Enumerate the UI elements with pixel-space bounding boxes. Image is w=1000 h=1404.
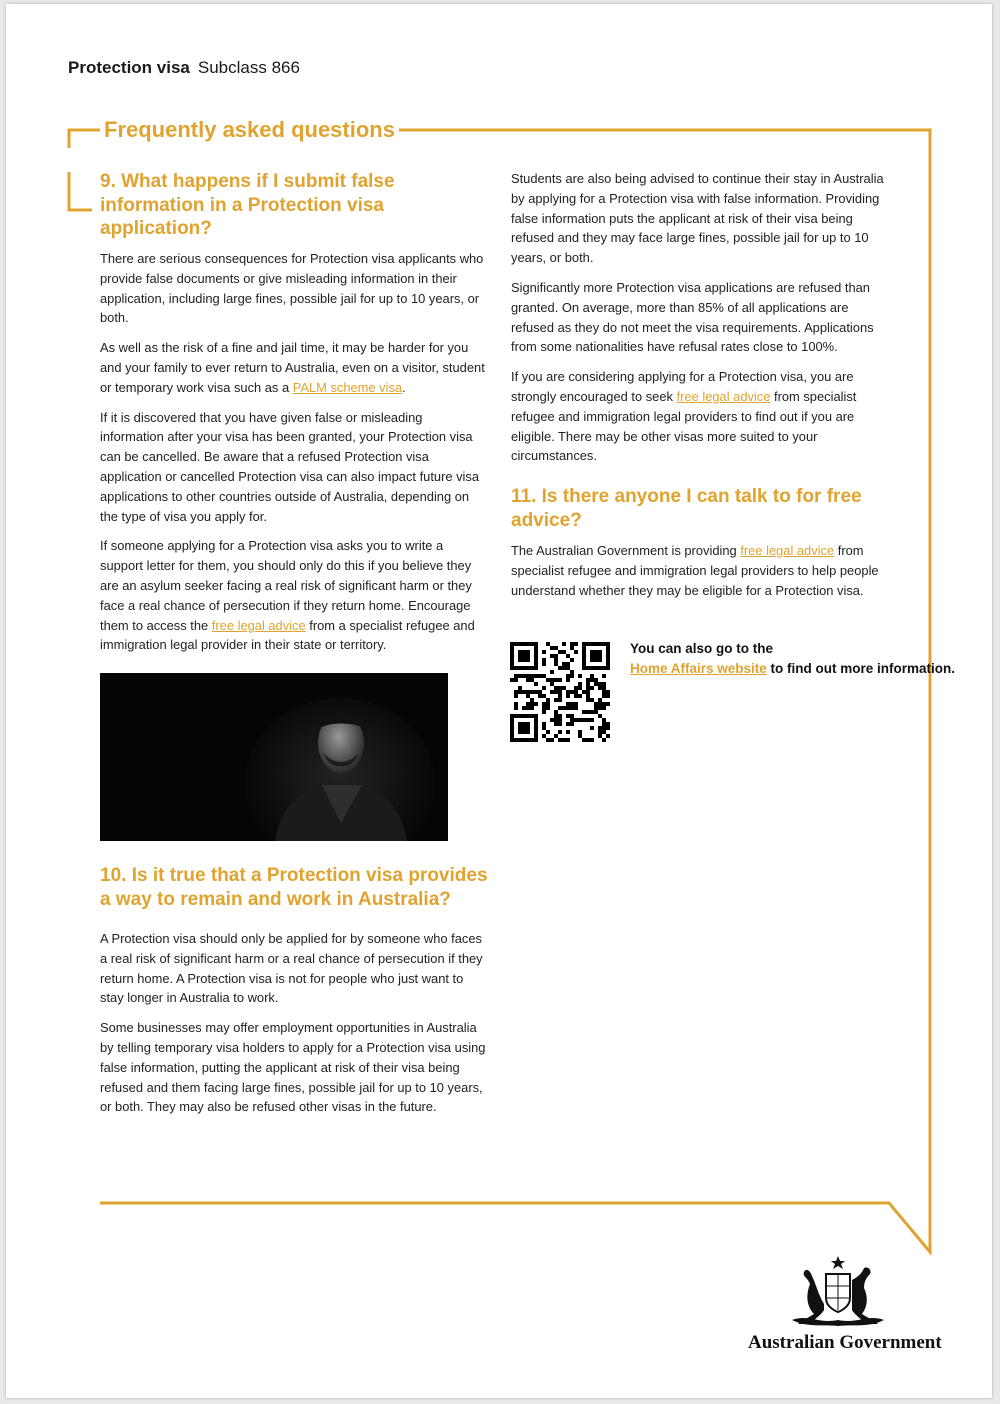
- cta-text-end: to find out more information.: [766, 661, 956, 676]
- right-p3-text: If you are considering applying for a Protection visa, you are strongly encouraged to seek: [511, 369, 854, 404]
- faq-heading: Frequently asked questions: [100, 117, 399, 143]
- right-column-body: [511, 169, 889, 476]
- q9-p4-end: from a specialist refugee and immigration legal provider in their state or territory.: [100, 617, 475, 653]
- cta-text: You can also go to the: [630, 641, 774, 656]
- q11-p1-end: from specialist refugee and immigration legal providers to help people understand whether they may be eligible for a Protection visa.: [511, 543, 879, 598]
- q10-paragraph-2: Some businesses may offer employment opportunities in Australia by telling temporary visa holders to apply for a Protection visa using false information, putting the applicant at risk of their visa being refused and them facing large fines, possible jail for up to 10 years, or both. They may also be refused other visas in the future.: [100, 1020, 486, 1115]
- right-paragraph-3: [511, 367, 889, 466]
- australian-government-wordmark: Australian Government: [748, 1332, 942, 1353]
- q9-paragraph-1: There are serious consequences for Protection visa applicants who provide false documents or give misleading information in their application, including large fines, possible jail for up to 10 years, or both.: [100, 251, 484, 326]
- free-legal-advice-link[interactable]: free legal advice: [740, 543, 835, 558]
- q10-heading: 10. Is it true that a Protection visa provides a way to remain and work in Australia?: [100, 865, 488, 910]
- portrait-photo: [100, 673, 448, 841]
- q11-body: [511, 541, 891, 610]
- home-affairs-callout: [630, 639, 955, 679]
- free-legal-advice-link[interactable]: free legal advice: [676, 388, 771, 404]
- q11-heading: 11. Is there anyone I can talk to for free advice?: [511, 486, 862, 531]
- free-legal-advice-link[interactable]: free legal advice: [211, 617, 306, 633]
- q9-body: [100, 249, 485, 665]
- q9-paragraph-2: [100, 338, 485, 397]
- q9-paragraph-4: [100, 536, 485, 655]
- header-title: Protection visa: [68, 58, 190, 77]
- australian-coat-of-arms-icon: [788, 1254, 888, 1330]
- header-subtitle: Subclass 866: [197, 58, 300, 77]
- palm-scheme-visa-link[interactable]: PALM scheme visa: [292, 379, 403, 395]
- qr-code-icon[interactable]: [510, 642, 610, 742]
- q9-p4-text: If someone applying for a Protection visa asks you to write a support letter for them, you should only do this if you believe they are an asylum seeker facing a real risk of significant harm or they face a real chance of persecution if they return home. Encourage them to access the: [100, 538, 472, 633]
- right-paragraph-2: Significantly more Protection visa applications are refused than granted. On average, more than 85% of all applications are refused as they do not meet the visa requirements. Applications from some nationalities have refusal rates close to 100%.: [511, 279, 874, 355]
- right-p3-end: from specialist refugee and immigration legal providers to find out if you are eligible. There may be other visas more suited to your circumstances.: [511, 388, 857, 464]
- q10-body: [100, 929, 488, 1127]
- q11-paragraph-1: [511, 541, 891, 600]
- q9-paragraph-3: If it is discovered that you have given false or misleading information after your visa has been granted, your Protection visa can be cancelled. Be aware that a refused Protection visa application or cancelled Protection visa can also impact future visa applications to other countries outside of Australia, depending on the type of visa you apply for.: [100, 409, 480, 524]
- q9-p2-end: .: [402, 379, 406, 395]
- q11-p1-text: The Australian Government is providing: [511, 543, 741, 558]
- q10-paragraph-1: A Protection visa should only be applied for by someone who faces a real risk of significant harm or a real chance of persecution if they return home. A Protection visa is not for people who just want to stay longer in Australia to work.: [100, 931, 483, 1006]
- home-affairs-website-link[interactable]: Home Affairs website: [630, 661, 767, 676]
- q9-p2-text: As well as the risk of a fine and jail time, it may be harder for you and your family to ever return to Australia, even on a visitor, student or temporary work visa such as a: [100, 340, 485, 395]
- right-paragraph-1: Students are also being advised to continue their stay in Australia by applying for a Protection visa with false information. Providing false information puts the applicant at risk of their visa being refused and they may face large fines, possible jail for up to 10 years, or both.: [511, 171, 884, 266]
- q9-heading: 9. What happens if I submit false information in a Protection visa application?: [100, 171, 395, 239]
